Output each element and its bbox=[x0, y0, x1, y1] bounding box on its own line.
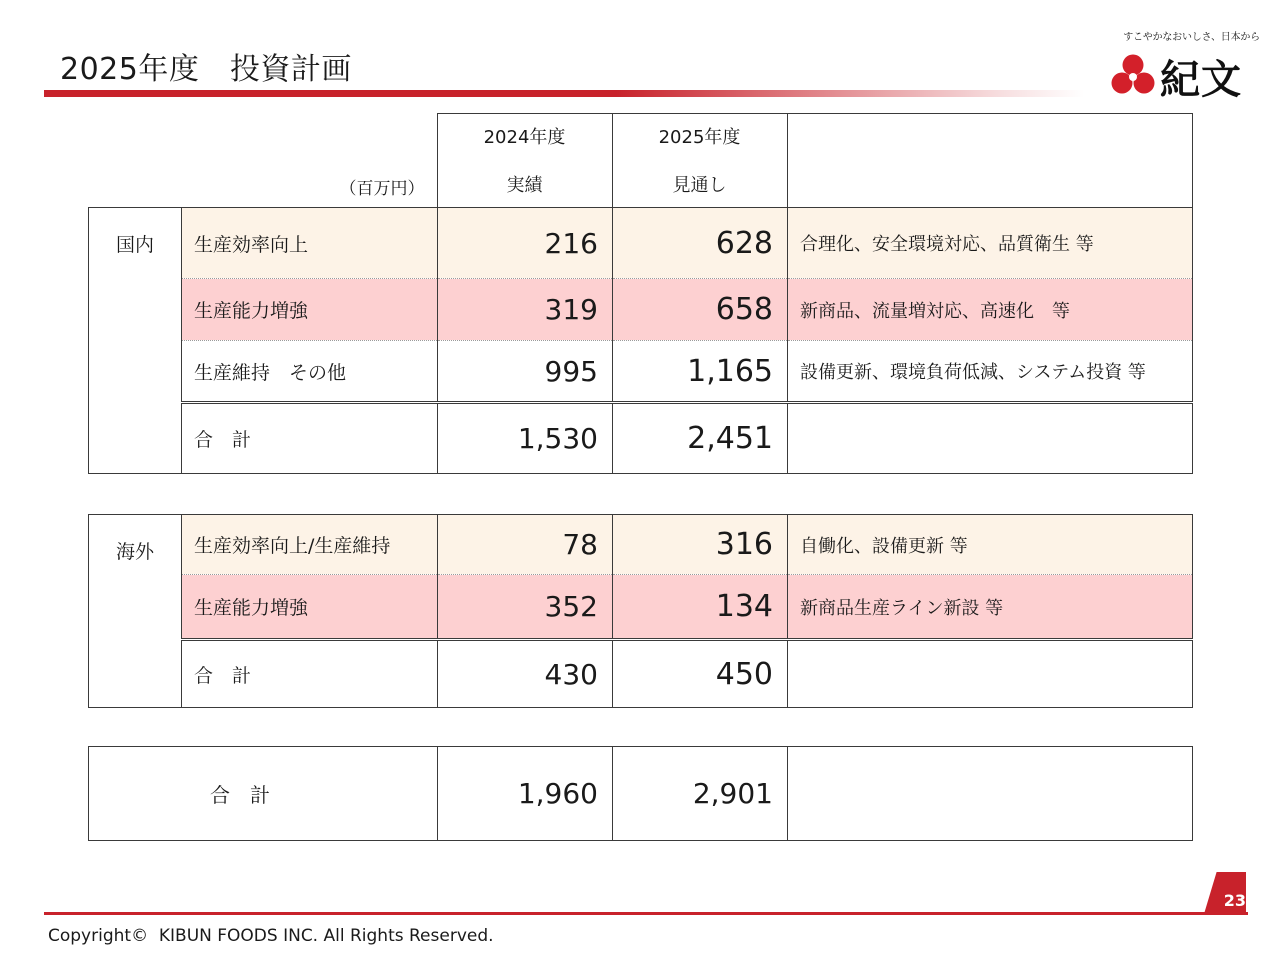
category-overseas: 海外 bbox=[89, 515, 182, 708]
row-note: 自働化、設備更新 等 bbox=[788, 515, 1193, 575]
category-domestic: 国内 bbox=[89, 208, 182, 474]
grand-total-row bbox=[89, 747, 1193, 841]
row-note: 合理化、安全環境対応、品質衛生 等 bbox=[788, 208, 1193, 279]
unit-label: （百万円） bbox=[339, 178, 425, 199]
value-2024: 216 bbox=[438, 208, 613, 279]
header-2025-type: 見通し bbox=[672, 175, 727, 196]
header-2024-type: 実績 bbox=[506, 175, 543, 196]
subtotal-2025: 2,451 bbox=[613, 403, 788, 474]
value-2024: 995 bbox=[438, 341, 613, 403]
table-row bbox=[89, 515, 1193, 575]
row-label: 生産能力増強 bbox=[182, 279, 438, 341]
header-2025-year: 2025年度 bbox=[658, 127, 741, 148]
domestic-table bbox=[88, 207, 1193, 474]
row-label: 生産効率向上/生産維持 bbox=[182, 515, 438, 575]
subtotal-2024: 430 bbox=[438, 640, 613, 708]
grand-total-note bbox=[788, 747, 1193, 841]
footer-divider bbox=[44, 912, 1248, 915]
page-title: 2025年度 投資計画 bbox=[60, 52, 352, 87]
subtotal-label: 合 計 bbox=[182, 403, 438, 474]
value-2024: 78 bbox=[438, 515, 613, 575]
value-2025: 628 bbox=[613, 208, 788, 279]
title-underline bbox=[44, 90, 1084, 97]
copyright-text: Copyright© KIBUN FOODS INC. All Rights Reserved. bbox=[48, 926, 494, 946]
logo-wordmark: 紀文 bbox=[1160, 56, 1242, 103]
header-notes bbox=[787, 114, 1192, 211]
subtotal-label: 合 計 bbox=[182, 640, 438, 708]
value-2025: 134 bbox=[613, 575, 788, 640]
subtotal-note bbox=[788, 403, 1193, 474]
flower-logo-icon bbox=[1110, 52, 1156, 98]
row-note: 設備更新、環境負荷低減、システム投資 等 bbox=[788, 341, 1193, 403]
header-2024 bbox=[437, 114, 612, 211]
table-row bbox=[89, 208, 1193, 279]
company-logo bbox=[1108, 28, 1260, 103]
row-note: 新商品、流量増対応、高速化 等 bbox=[788, 279, 1193, 341]
table-row bbox=[89, 575, 1193, 640]
subtotal-2024: 1,530 bbox=[438, 403, 613, 474]
value-2025: 316 bbox=[613, 515, 788, 575]
row-label: 生産維持 その他 bbox=[182, 341, 438, 403]
value-2025: 1,165 bbox=[613, 341, 788, 403]
table-row bbox=[89, 341, 1193, 403]
subtotal-note bbox=[788, 640, 1193, 708]
overseas-table bbox=[88, 514, 1193, 708]
header-2024-year: 2024年度 bbox=[483, 127, 566, 148]
row-label: 生産能力増強 bbox=[182, 575, 438, 640]
grand-total-2024: 1,960 bbox=[438, 747, 613, 841]
row-note: 新商品生産ライン新設 等 bbox=[788, 575, 1193, 640]
grand-total-2025: 2,901 bbox=[613, 747, 788, 841]
row-label: 生産効率向上 bbox=[182, 208, 438, 279]
value-2025: 658 bbox=[613, 279, 788, 341]
subtotal-2025: 450 bbox=[613, 640, 788, 708]
subtotal-row bbox=[89, 640, 1193, 708]
header-2025 bbox=[612, 114, 787, 211]
logo-tagline: すこやかなおいしさ、日本から bbox=[1123, 32, 1260, 43]
table-header bbox=[88, 113, 1193, 211]
grand-total-table bbox=[88, 746, 1193, 841]
subtotal-row bbox=[89, 403, 1193, 474]
value-2024: 319 bbox=[438, 279, 613, 341]
value-2024: 352 bbox=[438, 575, 613, 640]
table-row bbox=[89, 279, 1193, 341]
grand-total-label: 合 計 bbox=[89, 747, 438, 841]
page-number: 23 bbox=[1223, 891, 1246, 910]
